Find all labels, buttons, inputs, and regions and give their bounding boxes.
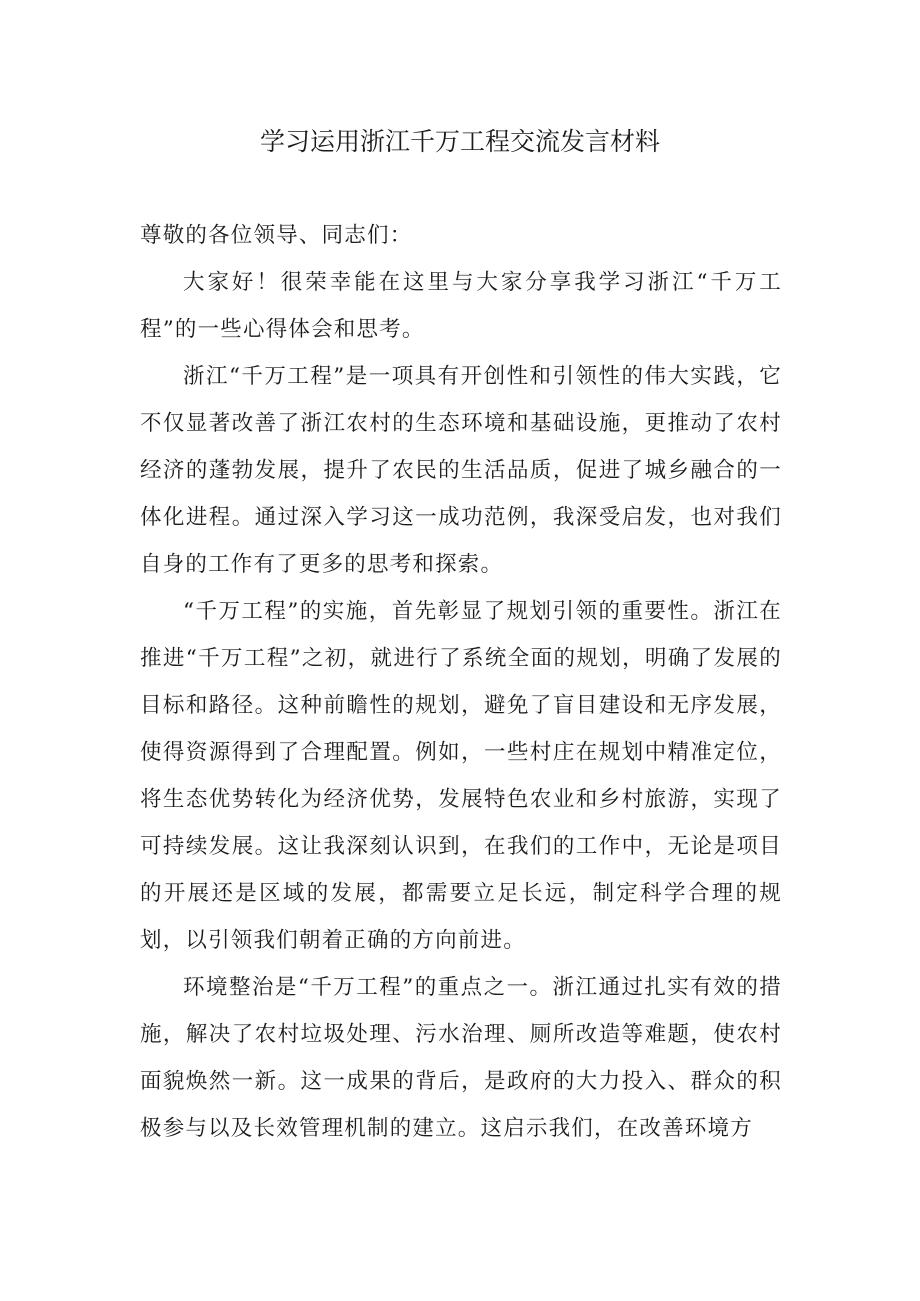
paragraph-planning: “千万工程”的实施，首先彰显了规划引领的重要性。浙江在推进“千万工程”之初，就进行了系统全面的规划，明确了发展的目标和路径。这种前瞻性的规划，避免了盲目建设和无序发展，使得资源得到了合理配置。例如，一些村庄在规划中精准定位，将生态优势转化为经济优势，发展特色农业和乡村旅游，实现了可持续发展。这让我深刻认识到，在我们的工作中，无论是项目的开展还是区域的发展，都需要立足长远，制定科学合理的规划，以引领我们朝着正确的方向前进。 bbox=[140, 599, 782, 953]
paragraph-environment: 环境整治是“千万工程”的重点之一。浙江通过扎实有效的措施，解决了农村垃圾处理、污水治理、厕所改造等难题，使农村面貌焕然一新。这一成果的背后，是政府的大力投入、群众的积极参与以及长效管理机制的建立。这启示我们，在改善环境方 bbox=[140, 975, 782, 1141]
paragraph-greeting: 大家好！很荣幸能在这里与大家分享我学习浙江“千万工程”的一些心得体会和思考。 bbox=[140, 270, 782, 342]
paragraph-intro: 浙江“千万工程”是一项具有开创性和引领性的伟大实践，它不仅显著改善了浙江农村的生态环境和基础设施，更推动了农村经济的蓬勃发展，提升了农民的生活品质，促进了城乡融合的一体化进程。通过深入学习这一成功范例，我深受启发，也对我们自身的工作有了更多的思考和探索。 bbox=[140, 364, 782, 577]
salutation: 尊敬的各位领导、同志们： bbox=[140, 223, 413, 248]
document-title: 学习运用浙江千万工程交流发言材料 bbox=[259, 127, 660, 156]
document-body bbox=[140, 212, 782, 1152]
